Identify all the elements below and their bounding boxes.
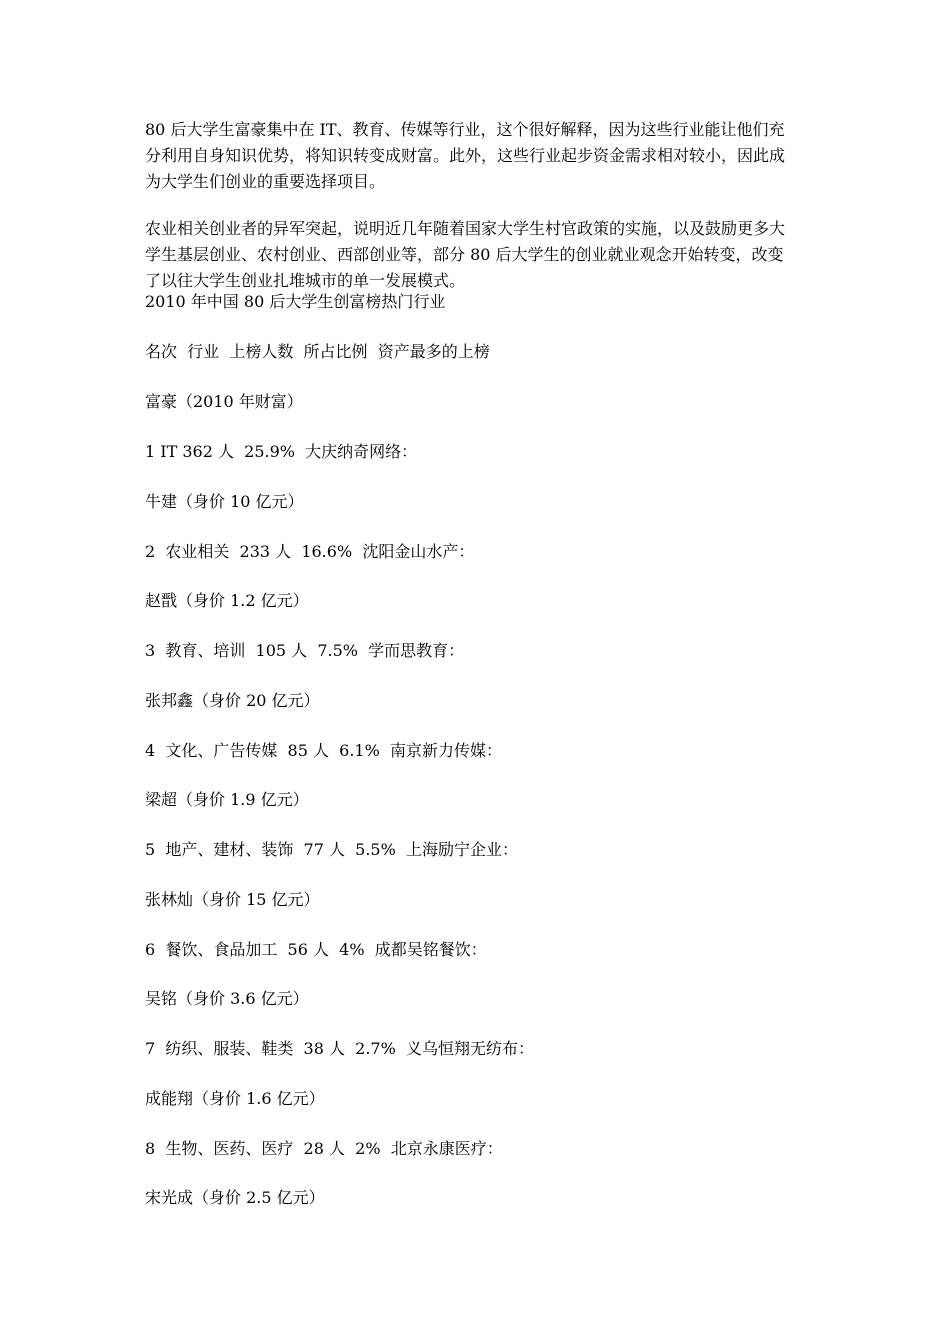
table-row-person: 成能翔（身价 1.6 亿元）	[145, 1089, 325, 1108]
text-line: 了以往大学生创业扎堆城市的单一发展模式。	[145, 271, 466, 290]
table-row-person: 梁超（身价 1.9 亿元）	[145, 790, 309, 809]
table-row-main: 4 文化、广告传媒 85 人 6.1% 南京新力传媒：	[145, 741, 502, 760]
paragraph-1	[145, 117, 815, 195]
table-header-continued: 富豪（2010 年财富）	[145, 392, 303, 411]
table-row-main: 1 IT 362 人 25.9% 大庆纳奇网络：	[145, 442, 418, 461]
table-row-person: 张林灿（身价 15 亿元）	[145, 890, 320, 909]
table-row-person: 张邦鑫（身价 20 亿元）	[145, 691, 320, 710]
table-row-main: 2 农业相关 233 人 16.6% 沈阳金山水产：	[145, 542, 475, 561]
text-line: 为大学生们创业的重要选择项目。	[145, 172, 386, 191]
text-line: 分利用自身知识优势，将知识转变成财富。此外，这些行业起步资金需求相对较小，因此成	[145, 146, 786, 165]
paragraph-2	[145, 216, 815, 294]
table-header: 名次 行业 上榜人数 所占比例 资产最多的上榜	[145, 342, 490, 361]
table-row-main: 5 地产、建材、装饰 77 人 5.5% 上海励宁企业：	[145, 840, 518, 859]
table-row-main: 8 生物、医药、医疗 28 人 2% 北京永康医疗：	[145, 1139, 503, 1158]
text-line: 学生基层创业、农村创业、西部创业等，部分 80 后大学生的创业就业观念开始转变，改变	[145, 245, 784, 264]
table-row-main: 6 餐饮、食品加工 56 人 4% 成都吴铭餐饮：	[145, 940, 487, 959]
table-row-person: 牛建（身价 10 亿元）	[145, 492, 304, 511]
table-row-person: 赵戬（身价 1.2 亿元）	[145, 591, 309, 610]
table-row-person: 宋光成（身价 2.5 亿元）	[145, 1188, 325, 1207]
text-line: 80 后大学生富豪集中在 IT、教育、传媒等行业，这个很好解释，因为这些行业能让他们充	[145, 120, 785, 139]
table-title: 2010 年中国 80 后大学生创富榜热门行业	[145, 292, 446, 311]
table-row-main: 7 纺织、服装、鞋类 38 人 2.7% 义乌恒翔无纺布：	[145, 1039, 534, 1058]
text-line: 农业相关创业者的异军突起，说明近几年随着国家大学生村官政策的实施，以及鼓励更多大	[145, 219, 786, 238]
table-row-person: 吴铭（身价 3.6 亿元）	[145, 989, 309, 1008]
table-row-main: 3 教育、培训 105 人 7.5% 学而思教育：	[145, 641, 465, 660]
